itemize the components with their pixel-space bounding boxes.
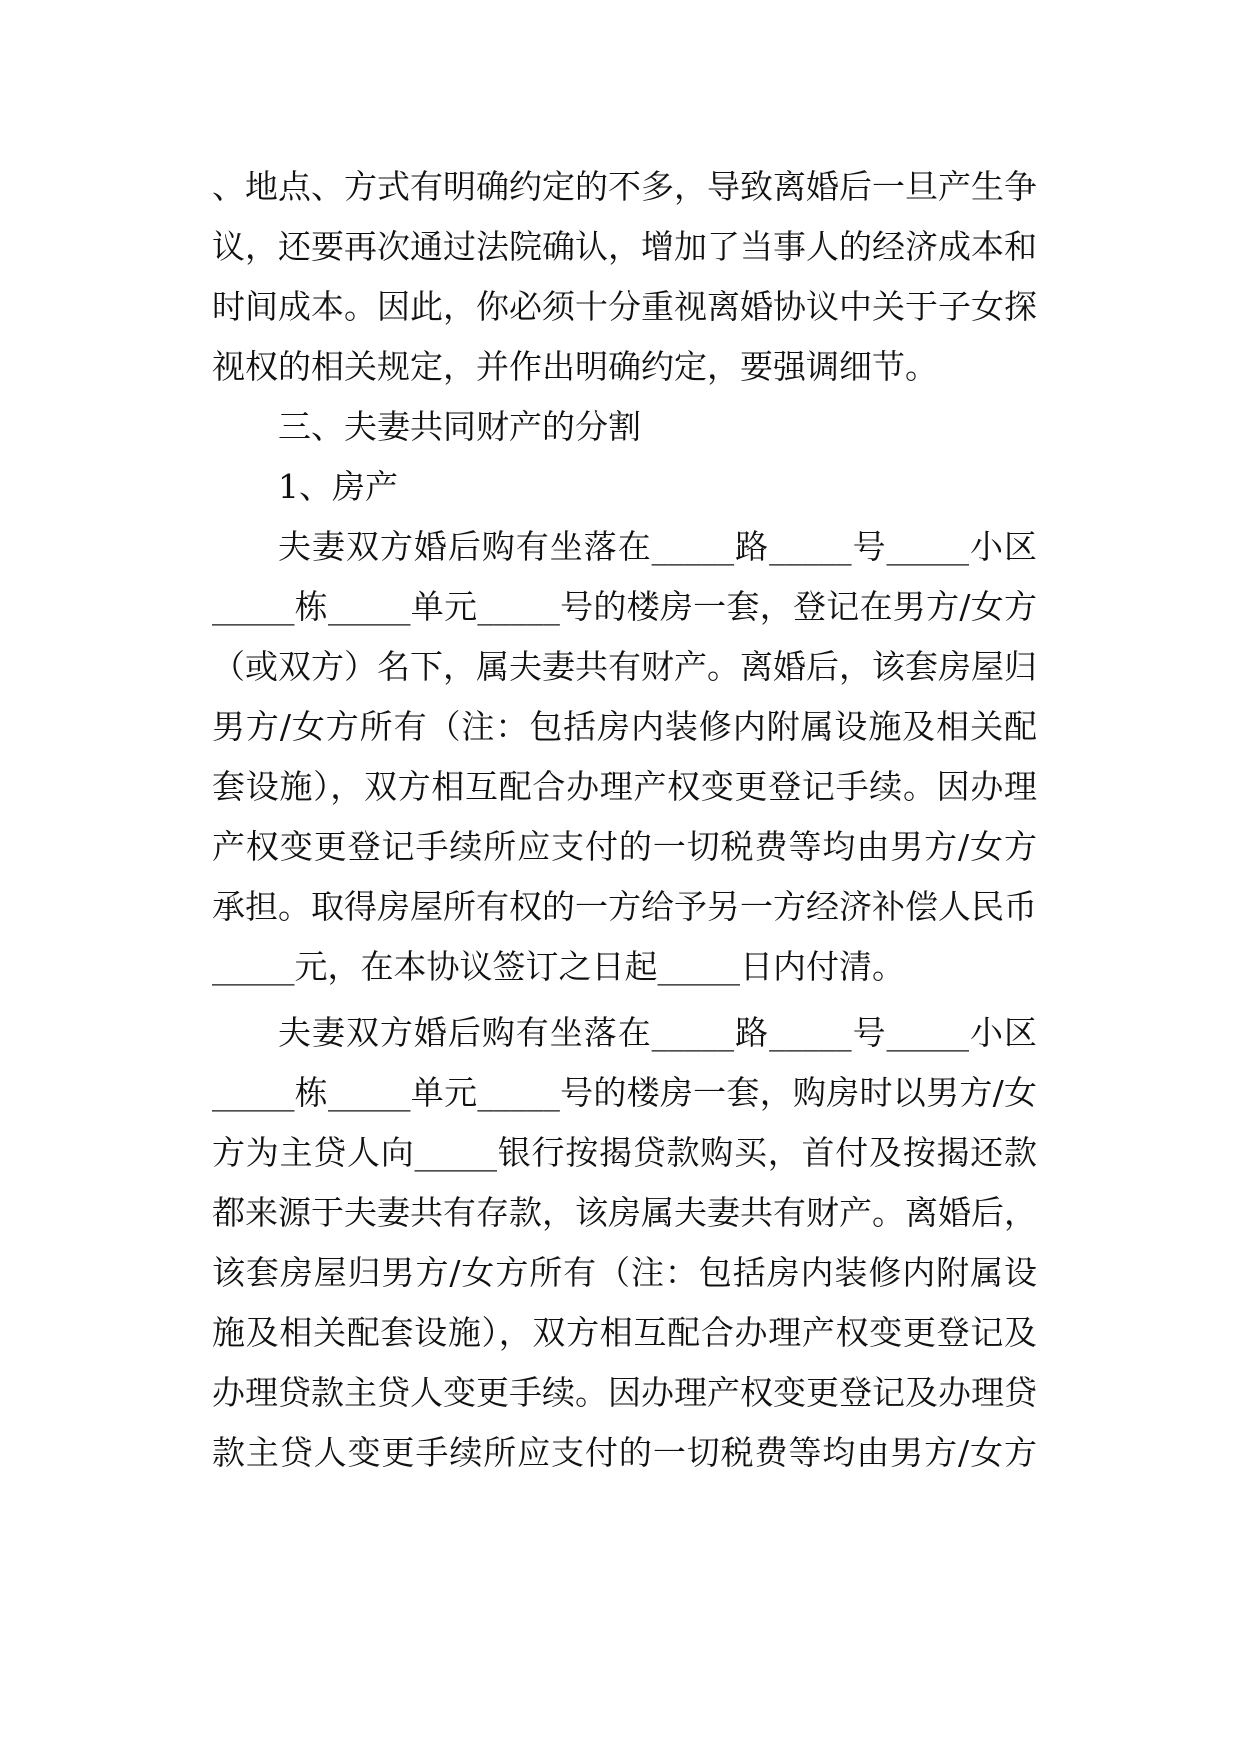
text-line: 款主贷人变更手续所应支付的一切税费等均由男方/女方 [212, 1433, 1037, 1472]
text-line: 施及相关配套设施），双方相互配合办理产权变更登记及 [212, 1313, 1037, 1352]
section-heading [212, 397, 1037, 457]
text-line: （或双方）名下，属夫妻共有财产。离婚后，该套房屋归 [212, 647, 1037, 686]
text-line: 、地点、方式有明确约定的不多，导致离婚后一旦产生争 [212, 167, 1037, 206]
paragraph [212, 1003, 1037, 1483]
text-line: 1、房产 [278, 467, 398, 506]
text-line: 议，还要再次通过法院确认，增加了当事人的经济成本和 [212, 227, 1037, 266]
text-line: _____栋_____单元_____号的楼房一套，购房时以男方/女 [212, 1073, 1037, 1112]
text-line: 男方/女方所有（注：包括房内装修内附属设施及相关配 [212, 707, 1037, 746]
text-line: 该套房屋归男方/女方所有（注：包括房内装修内附属设 [212, 1253, 1037, 1292]
text-line: 方为主贷人向_____银行按揭贷款购买，首付及按揭还款 [212, 1133, 1037, 1172]
text-line: 产权变更登记手续所应支付的一切税费等均由男方/女方 [212, 827, 1037, 866]
text-line: _____栋_____单元_____号的楼房一套，登记在男方/女方 [212, 587, 1037, 626]
text-line: 夫妻双方婚后购有坐落在_____路_____号_____小区 [278, 527, 1037, 566]
text-line: 三、夫妻共同财产的分割 [278, 407, 641, 446]
text-line: _____元，在本协议签订之日起_____日内付清。 [212, 947, 905, 986]
subsection-heading [212, 457, 1037, 517]
text-line: 都来源于夫妻共有存款，该房属夫妻共有财产。离婚后， [212, 1193, 1037, 1232]
document-body [212, 157, 1037, 1483]
paragraph [212, 517, 1037, 997]
text-line: 承担。取得房屋所有权的一方给予另一方经济补偿人民币 [212, 887, 1037, 926]
text-line: 办理贷款主贷人变更手续。因办理产权变更登记及办理贷 [212, 1373, 1037, 1412]
text-line: 套设施），双方相互配合办理产权变更登记手续。因办理 [212, 767, 1037, 806]
text-line: 视权的相关规定，并作出明确约定，要强调细节。 [212, 347, 938, 386]
text-line: 时间成本。因此，你必须十分重视离婚协议中关于子女探 [212, 287, 1037, 326]
paragraph [212, 157, 1037, 397]
text-line: 夫妻双方婚后购有坐落在_____路_____号_____小区 [278, 1013, 1037, 1052]
